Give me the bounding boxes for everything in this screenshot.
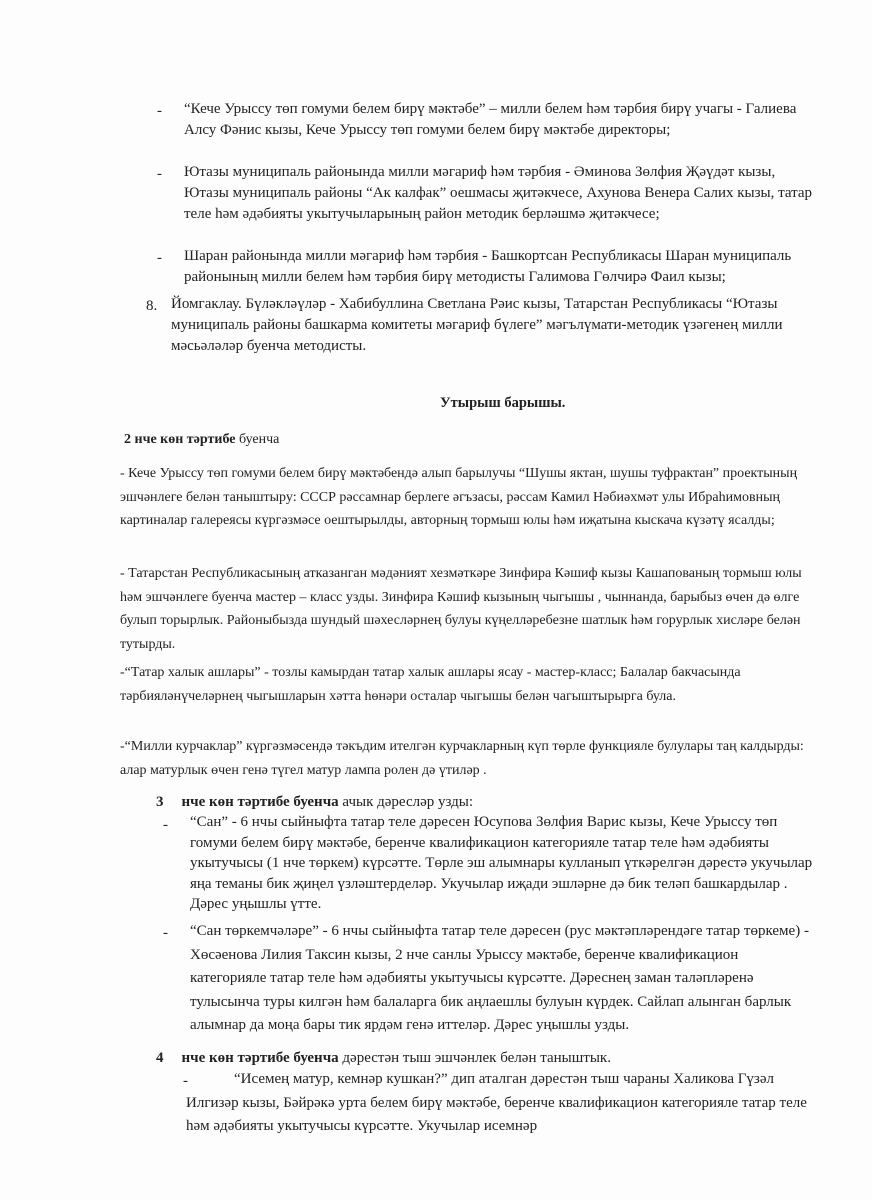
list-item: “Кече Урыссу төп гомуми белем бирү мәктәбе” – милли белем һәм тәрбия бирү учагы - Галиева Алсу Фәнис кызы, Кече Урыссу төп гомуми белем бирү мәктәбе директоры; bbox=[184, 101, 797, 138]
list-item: Ютазы муниципаль районында милли мәгариф һәм тәрбия - Әминова Зөлфия Җәүдәт кызы, Ютазы муниципаль районы “Ак калфак” оешмасы җитәкчесе, Ахунова Венера Салих кызы, татар теле һәм әдәбияты укытучыларының район методик берләшмә җитәкчесе; bbox=[184, 164, 813, 222]
paragraph: - Кече Урыссу төп гомуми белем бирү мәктәбендә алып барылучы “Шушы яктан, шушы туфрактан” проектының эшчәнлеге белән таныштыру: СССР рәссамнар берлеге әгъзасы, рәссам Камил Нәбиәхмәт улы Ибраһимовның картиналар галереясы күргәзмәсе оештырылды, авторның тормыш юлы һәм иҗатына кыскача күзәтү ясалды; bbox=[120, 466, 798, 528]
list-marker: - bbox=[157, 103, 162, 119]
day3-bold: нче көн тәртибе буенча bbox=[181, 794, 339, 810]
list-item: Шаран районында милли мәгариф һәм тәрбия - Башкортсан Республикасы Шаран муниципаль районының милли белем һәм тәрбия бирү методисты Галимова Гөлчирә Фаил кызы; bbox=[184, 248, 792, 285]
list-item: “Сан төркемчәләре” - 6 нчы сыйныфта татар теле дәресен (рус мәктәпләрендәге татар төркеме) - Хөсәенова Лилия Таксин кызы, 2 нче санлы Урыссу мәктәбе, беренче квалификацион категорияле татар теле һәм әдәбияты укытучысы күрсәтте. Дәреснең заман таләпләренә тулысынча туры килгән һәм балаларга бик аңлаешлы булуын күрдек. Сайлап алынган барлык алымнар да моңа бары тик ярдәм генә иттеләр. Дәрес уңышлы узды. bbox=[190, 923, 809, 1033]
day4-line bbox=[156, 1048, 611, 1069]
list-marker: - bbox=[157, 166, 162, 182]
paragraph: -“Милли курчаклар” күргәзмәсендә тәкъдим ителгән курчакларның күп төрле функцияле булулары таң калдырды: алар матурлык өчен генә түгел матур лампа ролен дә үтиләр . bbox=[120, 739, 804, 778]
day2-rest: буенча bbox=[235, 432, 280, 447]
day3-rest: ачык дәресләр узды: bbox=[338, 794, 474, 810]
day4-rest: дәрестән тыш эшчәнлек белән таныштык. bbox=[338, 1050, 611, 1066]
day3-line bbox=[156, 792, 473, 813]
day4-number: 4 bbox=[156, 1050, 164, 1066]
list-marker: - bbox=[163, 817, 168, 833]
day4-bold: нче көн тәртибе буенча bbox=[181, 1050, 339, 1066]
list-marker: 8. bbox=[146, 298, 158, 314]
list-marker: - bbox=[183, 1073, 188, 1089]
day2-bold: 2 нче көн тәртибе bbox=[124, 432, 236, 447]
section-heading: Утырыш барышы. bbox=[440, 395, 566, 411]
day2-line bbox=[124, 428, 279, 452]
day3-number: 3 bbox=[156, 794, 164, 810]
list-item: Йомгаклау. Бүләкләүләр - Хабибуллина Светлана Рәис кызы, Татарстан Республикасы “Ютазы муниципаль районы башкарма комитеты мәгариф бүлеге” мәгълүмати-методик үзәгенең милли мәсьәләләр буенча методисты. bbox=[171, 296, 783, 354]
list-marker: - bbox=[157, 250, 162, 266]
paragraph: - Татарстан Республикасының атказанган мәдәният хезмәткәре Зинфира Кәшиф кызы Кашапованың тормыш юлы һәм эшчәнлеге буенча мастер – класс узды. Зинфира Кәшиф кызының чыгышы , чыннанда, барыбыз өчен дә өлге булып торырлык. Районыбызда шундый шәхесләрнең булуы күңелләребезне шатлык һәм горурлык хисләре белән тутырды. bbox=[120, 566, 802, 652]
paragraph: -“Татар халык ашлары” - тозлы камырдан татар халык ашлары ясау - мастер-класс; Балалар бакчасында тәрбияләнүчеләрнең чыгышларын хәтта һөнәри осталар чыгышы белән чагыштырырга була. bbox=[120, 665, 741, 704]
list-item: “Сан” - 6 нчы сыйныфта татар теле дәресен Юсупова Зөлфия Варис кызы, Кече Урыссу төп гомуми белем бирү мәктәбе, беренче квалификацион категорияле татар теле һәм әдәбияты укытучысы (1 нче төркем) күрсәтте. Төрле эш алымнары кулланып үткәрелгән дәрестә укучылар яңа теманы бик җиңел үзләштерделәр. Укучылар иҗади эшләрне дә бик теләп башкардылар . Дәрес уңышлы үтте. bbox=[190, 814, 813, 912]
list-marker: - bbox=[163, 925, 168, 941]
list-item: “Исемең матур, кемнәр кушкан?” дип аталган дәрестән тыш чараны Халикова Гүзәл Илгизәр кызы, Бәйрәкә урта белем бирү мәктәбе, беренче квалификацион категорияле татар теле һәм әдәбияты укытучысы күрсәтте. Укучылар исемнәр bbox=[186, 1071, 807, 1134]
